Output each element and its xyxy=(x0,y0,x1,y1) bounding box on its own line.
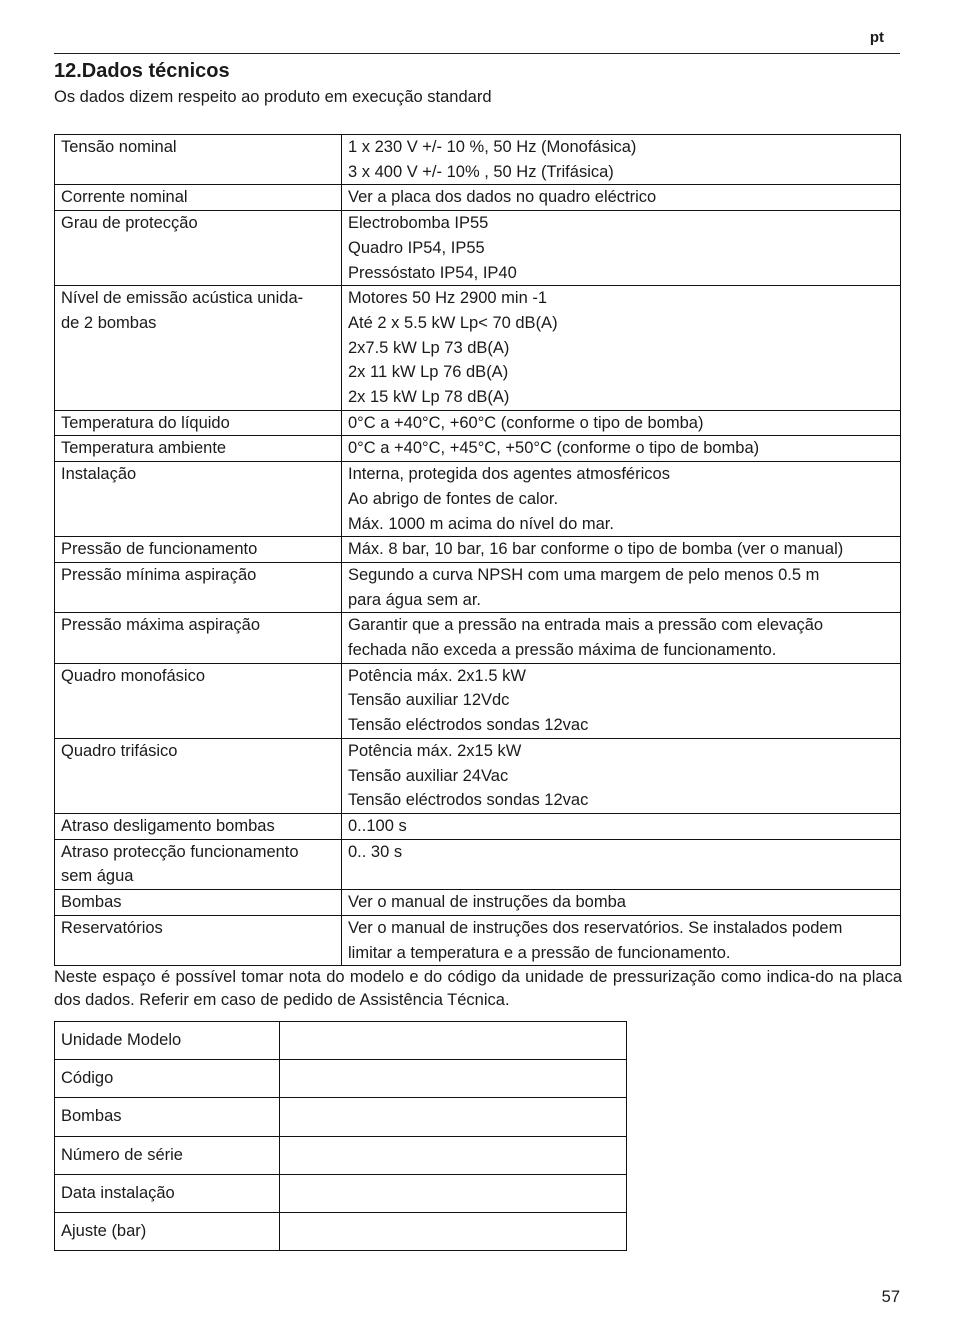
spec-label-line: Bombas xyxy=(61,893,122,912)
spec-row xyxy=(55,537,901,563)
spec-label-line: Atraso desligamento bombas xyxy=(61,816,275,835)
unit-field-entry[interactable] xyxy=(280,1174,627,1212)
unit-row xyxy=(55,1136,627,1174)
spec-label xyxy=(55,211,342,286)
spec-label-line: Corrente nominal xyxy=(61,188,188,207)
spec-value-line: 1 x 230 V +/- 10 %, 50 Hz (Monofásica) xyxy=(348,138,637,156)
spec-label xyxy=(55,562,342,612)
spec-value-line: Interna, protegida dos agentes atmosféricos xyxy=(348,465,670,484)
spec-value-line: Ver a placa dos dados no quadro eléctrico xyxy=(348,188,657,207)
spec-value-line: Até 2 x 5.5 kW Lp< 70 dB(A) xyxy=(348,313,558,332)
spec-label xyxy=(55,537,342,563)
spec-row xyxy=(55,185,901,211)
spec-label-line: Quadro monofásico xyxy=(61,666,205,685)
spec-label xyxy=(55,890,342,916)
unit-row xyxy=(55,1098,627,1136)
spec-label-line: Nível de emissão acústica unida- xyxy=(61,289,304,308)
unit-field-entry[interactable] xyxy=(280,1098,627,1136)
spec-value xyxy=(342,813,901,839)
spec-row xyxy=(55,890,901,916)
spec-value-line: Tensão auxiliar 24Vac xyxy=(348,766,509,785)
spec-value-line: Máx. 1000 m acima do nível do mar. xyxy=(348,514,614,533)
unit-record-table xyxy=(54,1021,627,1251)
spec-value-line: Ao abrigo de fontes de calor. xyxy=(348,489,559,508)
spec-label-line: Atraso protecção funcionamento xyxy=(61,842,299,861)
spec-label xyxy=(55,436,342,462)
spec-label xyxy=(55,813,342,839)
spec-label-line: Quadro trifásico xyxy=(61,741,178,760)
spec-label-line: Pressão máxima aspiração xyxy=(61,616,260,635)
spec-value-line: Ver o manual de instruções dos reservatórios. Se instalados podem xyxy=(348,918,843,937)
spec-value xyxy=(342,185,901,211)
spec-label xyxy=(55,613,342,663)
unit-field-label: Data instalação xyxy=(55,1174,280,1212)
section-subtitle: Os dados dizem respeito ao produto em execução standard xyxy=(54,88,492,106)
spec-row xyxy=(55,286,901,411)
spec-row xyxy=(55,211,901,286)
unit-row xyxy=(55,1060,627,1098)
spec-label-line: Temperatura ambiente xyxy=(61,439,227,458)
technical-data-table xyxy=(54,134,901,966)
spec-value-line: 2x7.5 kW Lp 73 dB(A) xyxy=(348,338,510,357)
unit-row xyxy=(55,1174,627,1212)
page-number: 57 xyxy=(881,1288,900,1306)
spec-label xyxy=(55,738,342,813)
spec-value-line: Potência máx. 2x1.5 kW xyxy=(348,666,526,685)
spec-value-line: Ver o manual de instruções da bomba xyxy=(348,893,626,912)
spec-value-line: 2x 11 kW Lp 76 dB(A) xyxy=(348,363,509,382)
spec-value xyxy=(342,562,901,612)
unit-field-entry[interactable] xyxy=(280,1022,627,1060)
unit-field-label: Ajuste (bar) xyxy=(55,1212,280,1250)
spec-label-line: sem água xyxy=(61,867,134,886)
spec-label xyxy=(55,839,342,889)
language-label: pt xyxy=(869,29,884,46)
spec-value-line: 0°C a +40°C, +45°C, +50°C (conforme o tipo de bomba) xyxy=(348,439,760,458)
spec-value-line: 0..100 s xyxy=(348,816,407,835)
spec-label xyxy=(55,462,342,537)
spec-value-line: Tensão eléctrodos sondas 12vac xyxy=(348,791,589,810)
spec-value xyxy=(342,135,901,185)
spec-label-line: Grau de protecção xyxy=(61,214,198,233)
unit-field-label: Unidade Modelo xyxy=(55,1022,280,1060)
spec-value-line: Segundo a curva NPSH com uma margem de pelo menos 0.5 m xyxy=(348,565,820,584)
spec-value-line: Garantir que a pressão na entrada mais a pressão com elevação xyxy=(348,616,824,635)
spec-value-line: Pressóstato IP54, IP40 xyxy=(348,263,517,282)
spec-row xyxy=(55,462,901,537)
spec-value-line: Potência máx. 2x15 kW xyxy=(348,741,522,760)
spec-row xyxy=(55,410,901,436)
spec-value-line: Máx. 8 bar, 10 bar, 16 bar conforme o tipo de bomba (ver o manual) xyxy=(348,540,844,559)
spec-label xyxy=(55,663,342,738)
spec-value xyxy=(342,436,901,462)
header-rule xyxy=(54,53,900,54)
spec-label xyxy=(55,410,342,436)
spec-value xyxy=(342,410,901,436)
spec-value-line: 2x 15 kW Lp 78 dB(A) xyxy=(348,388,510,407)
spec-row xyxy=(55,738,901,813)
spec-value-line: para água sem ar. xyxy=(348,590,481,609)
spec-label-line: de 2 bombas xyxy=(61,313,157,332)
spec-row xyxy=(55,436,901,462)
note-paragraph: Neste espaço é possível tomar nota do modelo e do código da unidade de pressurização como indica-do na placa dos dados. Referir em caso de pedido de Assistência Técnica. xyxy=(54,968,902,1009)
spec-value xyxy=(342,286,901,411)
spec-label-line: Tensão nominal xyxy=(61,138,177,156)
spec-value-line: 3 x 400 V +/- 10% , 50 Hz (Trifásica) xyxy=(348,162,614,181)
spec-value-line: Tensão eléctrodos sondas 12vac xyxy=(348,716,589,735)
spec-value xyxy=(342,915,901,965)
unit-field-label: Número de série xyxy=(55,1136,280,1174)
spec-label-line: Pressão mínima aspiração xyxy=(61,565,257,584)
spec-label-line: Temperatura do líquido xyxy=(61,413,230,432)
spec-value-line: fechada não exceda a pressão máxima de funcionamento. xyxy=(348,641,777,660)
spec-value xyxy=(342,462,901,537)
spec-label xyxy=(55,286,342,411)
spec-value xyxy=(342,663,901,738)
spec-value xyxy=(342,613,901,663)
spec-value-line: 0.. 30 s xyxy=(348,842,403,861)
spec-label xyxy=(55,185,342,211)
unit-field-entry[interactable] xyxy=(280,1136,627,1174)
spec-label-line: Pressão de funcionamento xyxy=(61,540,258,559)
unit-field-label: Bombas xyxy=(55,1098,280,1136)
unit-field-label: Código xyxy=(55,1060,280,1098)
spec-row xyxy=(55,839,901,889)
unit-field-entry[interactable] xyxy=(280,1212,627,1250)
spec-row xyxy=(55,915,901,965)
spec-value-line: Tensão auxiliar 12Vdc xyxy=(348,691,510,710)
spec-label-line: Instalação xyxy=(61,465,137,484)
spec-value xyxy=(342,738,901,813)
spec-value xyxy=(342,839,901,889)
spec-row xyxy=(55,663,901,738)
unit-row xyxy=(55,1212,627,1250)
spec-label xyxy=(55,135,342,185)
spec-row xyxy=(55,135,901,185)
spec-row xyxy=(55,613,901,663)
spec-value-line: Quadro IP54, IP55 xyxy=(348,238,485,257)
spec-value xyxy=(342,537,901,563)
spec-value xyxy=(342,211,901,286)
unit-field-entry[interactable] xyxy=(280,1060,627,1098)
spec-value xyxy=(342,890,901,916)
spec-label xyxy=(55,915,342,965)
spec-value-line: Motores 50 Hz 2900 min -1 xyxy=(348,289,548,308)
spec-label-line: Reservatórios xyxy=(61,918,163,937)
spec-value-line: limitar a temperatura e a pressão de funcionamento. xyxy=(348,943,731,962)
spec-value-line: Electrobomba IP55 xyxy=(348,214,489,233)
spec-row xyxy=(55,813,901,839)
spec-value-line: 0°C a +40°C, +60°C (conforme o tipo de bomba) xyxy=(348,413,704,432)
section-title: 12.Dados técnicos xyxy=(54,60,230,82)
unit-row xyxy=(55,1022,627,1060)
spec-row xyxy=(55,562,901,612)
